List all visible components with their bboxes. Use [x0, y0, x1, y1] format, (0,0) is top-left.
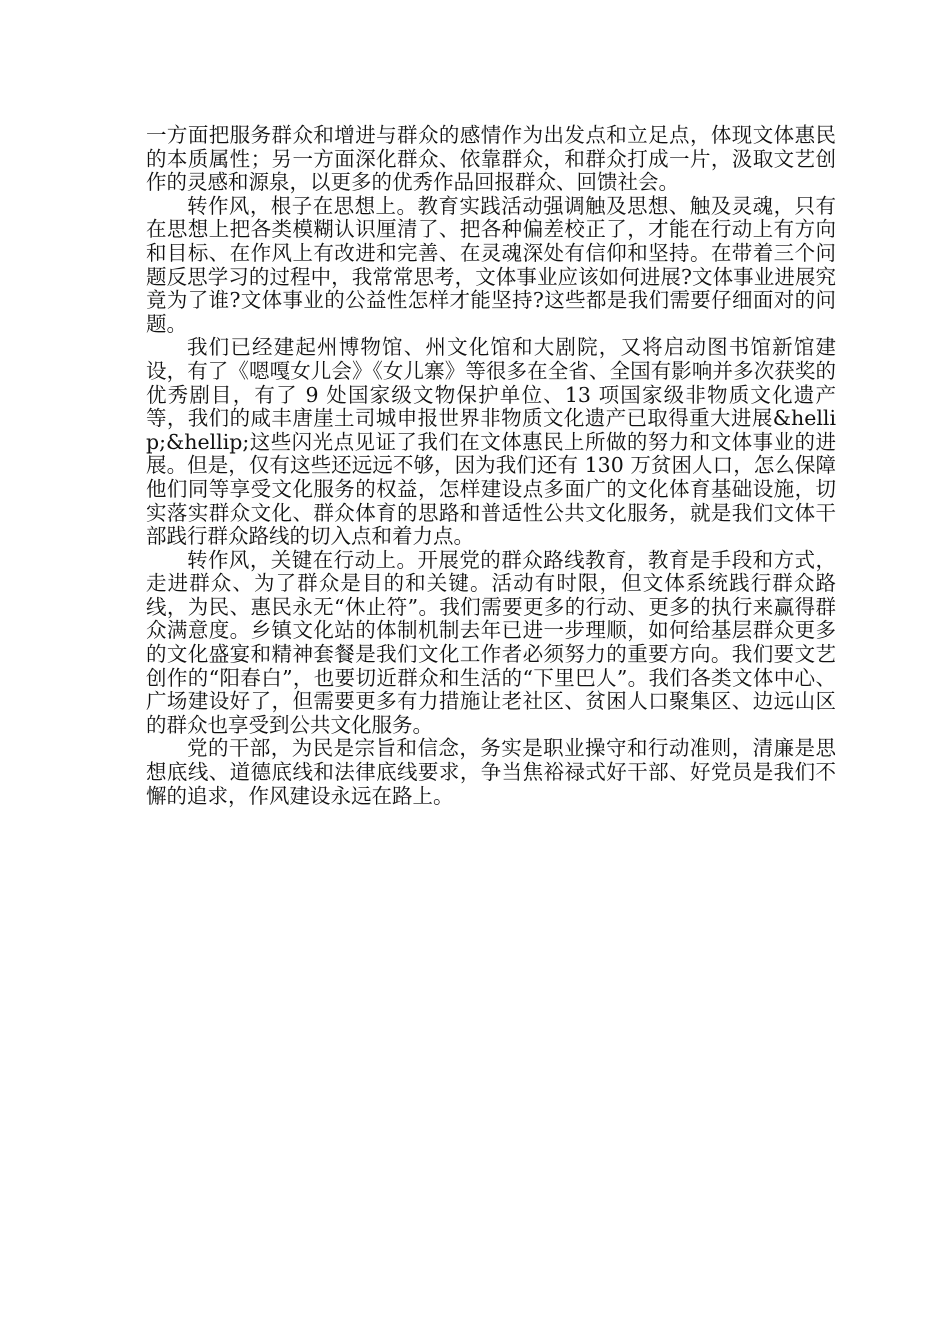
document-body — [146, 124, 836, 808]
paragraph-4: 转作风，关键在行动上。开展党的群众路线教育，教育是手段和方式，走进群众、为了群众是目的和关键。活动有时限，但文体系统践行群众路线，为民、惠民永无“休止符”。我们需要更多的行动、更多的执行来赢得群众满意度。乡镇文化站的体制机制去年已进一步理顺，如何给基层群众更多的文化盛宴和精神套餐是我们文化工作者必须努力的重要方向。我们要文艺创作的“阳春白”，也要切近群众和生活的“下里巴人”。我们各类文体中心、广场建设好了，但需要更多有力措施让老社区、贫困人口聚集区、边远山区的群众也享受到公共文化服务。 — [146, 547, 836, 737]
paragraph-5: 党的干部，为民是宗旨和信念，务实是职业操守和行动准则，清廉是思想底线、道德底线和法律底线要求，争当焦裕禄式好干部、好党员是我们不懈的追求，作风建设永远在路上。 — [146, 736, 836, 808]
paragraph-2: 转作风，根子在思想上。教育实践活动强调触及思想、触及灵魂，只有在思想上把各类模糊认识厘清了、把各种偏差校正了，才能在行动上有方向和目标、在作风上有改进和完善、在灵魂深处有信仰和坚持。在带着三个问题反思学习的过程中，我常常思考，文体事业应该如何进展?文体事业进展究竟为了谁?文体事业的公益性怎样才能坚持?这些都是我们需要仔细面对的问题。 — [146, 193, 836, 336]
paragraph-1: 一方面把服务群众和增进与群众的感情作为出发点和立足点，体现文体惠民的本质属性；另一方面深化群众、依靠群众，和群众打成一片，汲取文艺创作的灵感和源泉，以更多的优秀作品回报群众、回馈社会。 — [146, 123, 836, 195]
paragraph-3: 我们已经建起州博物馆、州文化馆和大剧院，又将启动图书馆新馆建设，有了《嗯嘎女儿会》《女儿寨》等很多在全省、全国有影响并多次获奖的优秀剧目，有了 9 处国家级文物保护单位、13 项国家级非物质文化遗产等，我们的咸丰唐崖土司城申报世界非物质文化遗产已取得重大进展&hellip;&hellip;这些闪光点见证了我们在文体惠民上所做的努力和文体事业的进展。但是，仅有这些还远远不够，因为我们还有 130 万贫困人口，怎么保障他们同等享受文化服务的权益，怎样建设点多面广的文化体育基础设施，切实落实群众文化、群众体育的思路和普适性公共文化服务，就是我们文体干部践行群众路线的切入点和着力点。 — [146, 335, 836, 549]
